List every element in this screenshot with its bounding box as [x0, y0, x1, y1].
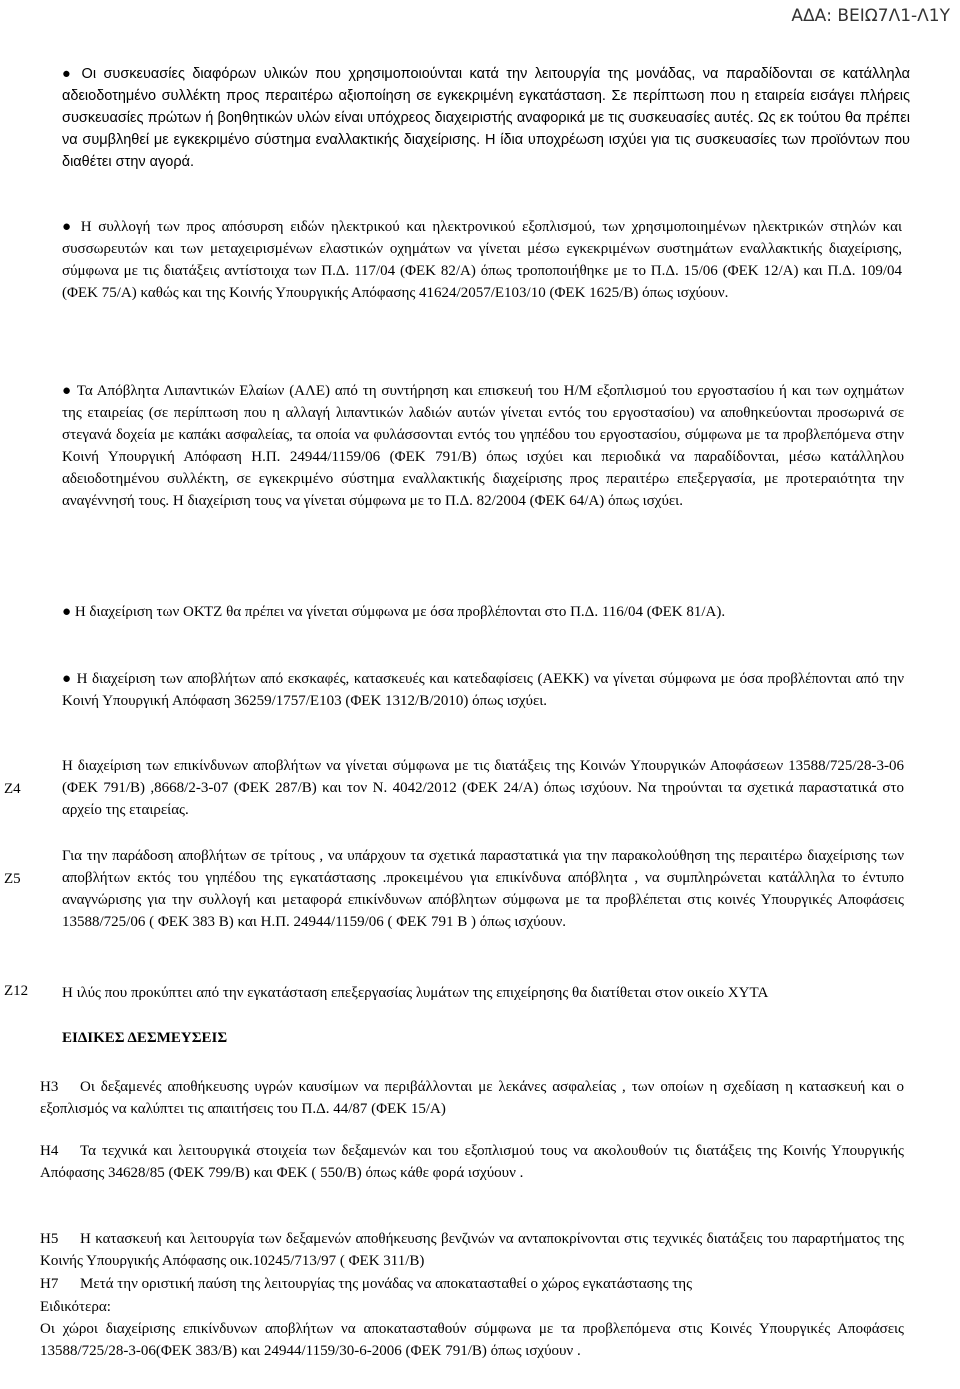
margin-code-z4: Ζ4 [4, 781, 21, 797]
item-text: Τα τεχνικά και λειτουργικά στοιχεία των δεξαμενών και του εξοπλισμού τους να ακολουθούν τις διατάξεις της Κοινής Υπουργικής Απόφασης 34628/85 (ΦΕΚ 799/Β) και ΦΕΚ ( 550/Β) όπως κάθε φορά ισχύουν . [40, 1143, 904, 1182]
item-code: Η7 [40, 1276, 59, 1292]
bullet-icon: ● [62, 604, 72, 620]
margin-code-z12: Ζ12 [4, 983, 29, 999]
item-text: Η κατασκευή και λειτουργία των δεξαμενών αποθήκευσης βενζινών να ανταποκρίνονται στις τεχνικές διατάξεις του παραρτήματος της Κοινής Υπουργικής Απόφασης οικ.10245/713/97 ( ΦΕΚ 311/Β) [40, 1231, 904, 1270]
h4-item [40, 1140, 904, 1184]
paragraph-text: Τα Απόβλητα Λιπαντικών Ελαίων (ΑΛΕ) από τη συντήρηση και επισκευή του Η/Μ εξοπλισμού του εργοστασίου ή και των οχημάτων της εταιρείας (σε περίπτωση που η αλλαγή λιπαντικών λαδιών αυτών γίνεται εντός του εργοστασίου) να αποθηκεύονται προσωρινά σε στεγανά δοχεία με καπάκι ασφαλείας, τα οποία να φυλάσσονται εντός του γηπέδου του εργοστασίου, σύμφωνα με τα προβλεπόμενα στην Κοινή Υπουργική Απόφαση Η.Π. 24944/1159/06 (ΦΕΚ 791/Β) όπως ισχύει και περιοδικά να παραδίδονται, μέσω κατάλληλου αδειοδοτημένου συλλέκτη, σε εγκεκριμένο σύστημα εναλλακτικής διαχείρισης προς περαιτέρω επεξεργασία, με προτεραιότητα την αναγέννησή τους. Η διαχείριση τους να γίνεται σύμφωνα με το Π.Δ. 82/2004 (ΦΕΚ 64/Α) όπως ισχύει. [62, 383, 904, 510]
margin-code-z5: Ζ5 [4, 871, 21, 887]
h7-item [40, 1273, 904, 1295]
h3-item [40, 1076, 904, 1120]
item-code: Η3 [40, 1079, 59, 1095]
bullet-icon: ● [62, 66, 75, 82]
bullet-icon: ● [62, 383, 73, 399]
z4-paragraph: Η διαχείριση των επικίνδυνων αποβλήτων να γίνεται σύμφωνα με τις διατάξεις της Κοινών Υπουργικών Αποφάσεων 13588/725/28-3-06 (ΦΕΚ 791/Β) ,8668/2-3-07 (ΦΕΚ 287/Β) και τον Ν. 4042/2012 (ΦΕΚ 24/Α) όπως ισχύουν. Να τηρούνται τα σχετικά παραστατικά στο αρχείο της εταιρείας. [62, 758, 904, 819]
bullet-icon: ● [62, 219, 75, 235]
item-code: Η5 [40, 1231, 59, 1247]
item-code: Η4 [40, 1143, 59, 1159]
h7-specifically-text: Οι χώροι διαχείρισης επικίνδυνων αποβλήτων να αποκατασταθούν σύμφωνα με τα προβλεπόμενα στις Κοινές Υπουργικές Αποφάσεις 13588/725/28-3-06(ΦΕΚ 383/Β) και 24944/1159/30-6-2006 (ΦΕΚ 791/Β) όπως ισχύουν . [40, 1321, 904, 1360]
paragraph-text: Οι συσκευασίες διαφόρων υλικών που χρησιμοποιούνται κατά την λειτουργία της μονάδας, να παραδίδονται σε κατάλληλα αδειοδοτημένο συλλέκτη προς περαιτέρω αξιοποίηση σε εγκεκριμένη εγκατάσταση. Σε περίπτωση που η εταιρεία εισάγει πλήρεις συσκευασίες πρώτων ή βοηθητικών υλών είναι υπόχρεος διαχειριστής αναφορικά με τις συσκευασίες αυτές. Ως εκ τούτου θα πρέπει να συμβληθεί με εγκεκριμένο σύστημα εναλλακτικής διαχείρισης. Η ίδια υποχρέωση ισχύει για τις συσκευασίες των προϊόντων που διαθέτει στην αγορά. [62, 66, 910, 171]
item-text: Μετά την οριστική παύση της λειτουργίας της μονάδας να αποκατασταθεί ο χώρος εγκατάστασης της [80, 1276, 693, 1292]
special-commitments-heading: ΕΙΔΙΚΕΣ ΔΕΣΜΕΥΣΕΙΣ [62, 1030, 228, 1046]
bullet-paragraph-electrical [62, 216, 902, 304]
paragraph-text: Η διαχείριση των ΟΚΤΖ θα πρέπει να γίνεται σύμφωνα με όσα προβλέπονται στο Π.Δ. 116/04 (ΦΕΚ 81/Α). [74, 604, 726, 620]
bullet-paragraph-aekk [62, 668, 904, 712]
item-text: Οι δεξαμενές αποθήκευσης υγρών καυσίμων να περιβάλλονται με λεκάνες ασφαλείας , των οποίων η σχεδίαση η κατασκευή και ο εξοπλισμός να καλύπτει τις απαιτήσεις του Π.Δ. 44/87 (ΦΕΚ 15/Α) [40, 1079, 904, 1118]
paragraph-text: Η διαχείριση των αποβλήτων από εκσκαφές, κατασκευές και κατεδαφίσεις (ΑΕΚΚ) να γίνεται σύμφωνα με όσα προβλέπονται από την Κοινή Υπουργική Απόφαση 36259/1757/Ε103 (ΦΕΚ 1312/Β/2010) όπως ισχύει. [62, 671, 904, 710]
h7-specifically-label: Ειδικότερα: [40, 1299, 111, 1315]
h5-item [40, 1228, 904, 1272]
bullet-paragraph-oktz [62, 601, 904, 623]
ada-code: ΑΔΑ: ΒΕΙΩ7Λ1-Λ1Υ [791, 6, 950, 26]
z12-paragraph: Η ιλύς που προκύπτει από την εγκατάσταση επεξεργασίας λυμάτων της επιχείρησης θα διατίθεται στον οικείο ΧΥΤΑ [62, 985, 769, 1001]
bullet-icon: ● [62, 671, 72, 687]
z5-paragraph: Για την παράδοση αποβλήτων σε τρίτους , να υπάρχουν τα σχετικά παραστατικά για την παρακολούθηση της περαιτέρω διαχείρισης των αποβλήτων εκτός του γηπέδου της εγκατάστασης .προκειμένου για επικίνδυνα απόβλητα , να συμπληρώνεται κατάλληλα το έντυπο αναγνώρισης για την συλλογή και μεταφορά επικίνδυνων απόβλητων σύμφωνα με τα προβλέπεται στις κοινές Υπουργικές Αποφάσεις 13588/725/06 ( ΦΕΚ 383 Β) και Η.Π. 24944/1159/06 ( ΦΕΚ 791 Β ) όπως ισχύουν. [62, 848, 904, 931]
bullet-paragraph-oils [62, 380, 904, 513]
bullet-paragraph-packaging [62, 63, 910, 173]
paragraph-text: Η συλλογή των προς απόσυρση ειδών ηλεκτρικού και ηλεκτρονικού εξοπλισμού, των χρησιμοποιημένων ηλεκτρικών στηλών και συσσωρευτών και των μεταχειρισμένων ελαστικών οχημάτων να γίνεται μέσω εγκεκριμένων συστημάτων εναλλακτικής διαχείρισης, σύμφωνα με τις διατάξεις αντίστοιχα των Π.Δ. 117/04 (ΦΕΚ 82/Α) όπως τροποποιήθηκε με το Π.Δ. 15/06 (ΦΕΚ 12/Α) και Π.Δ. 109/04 (ΦΕΚ 75/Α) καθώς και της Κοινής Υπουργικής Απόφασης 41624/2057/Ε103/10 (ΦΕΚ 1625/Β) όπως ισχύουν. [62, 219, 902, 302]
